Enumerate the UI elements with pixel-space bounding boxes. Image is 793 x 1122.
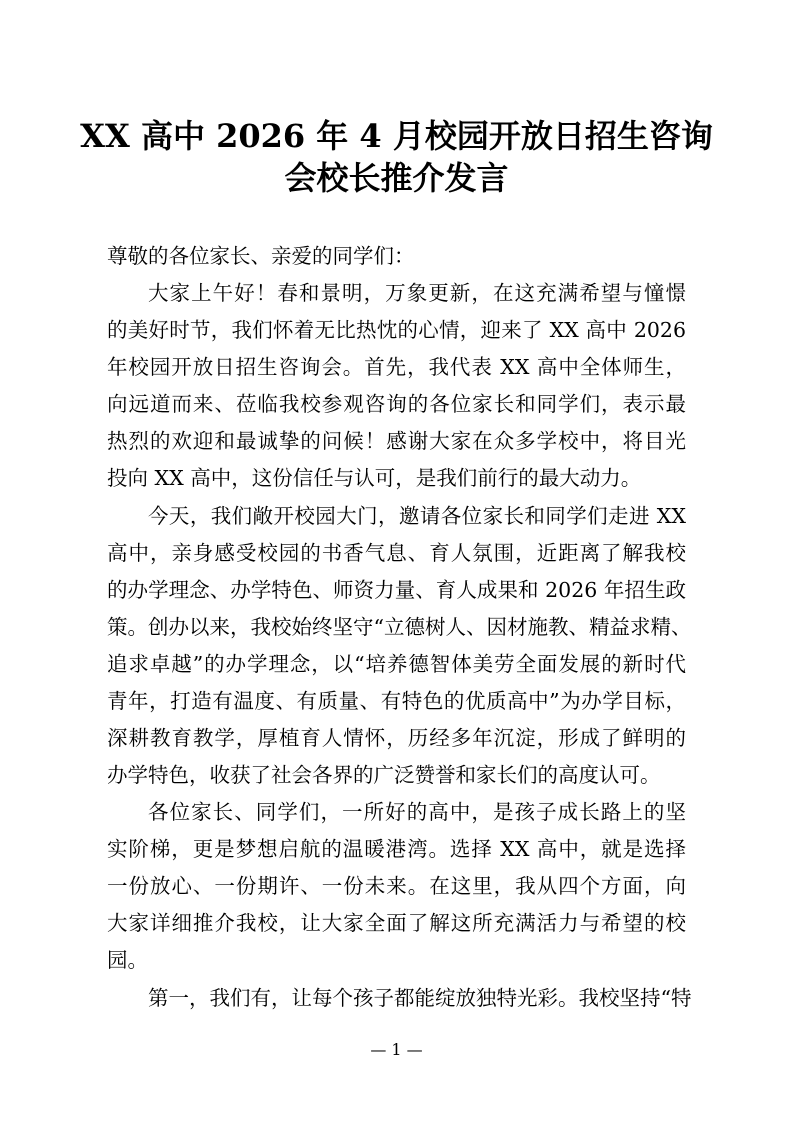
paragraph-line: 投向 XX 高中，这份信任与认可，是我们前行的最大动力。 [107, 466, 642, 490]
paragraph-line: 向远道而来、莅临我校参观咨询的各位家长和同学们，表示最 [107, 392, 686, 416]
paragraph-line: 第一，我们有，让每个孩子都能绽放独特光彩。我校坚持“特 [148, 986, 692, 1010]
paragraph-line: 年校园开放日招生咨询会。首先，我代表 XX 高中全体师生， [107, 355, 686, 379]
paragraph-line: 深耕教育教学，厚植育人情怀，历经多年沉淀，形成了鲜明的 [107, 726, 686, 750]
document-title-line-1: XX 高中 2026 年 4 月校园开放日招生咨询 [80, 117, 713, 155]
paragraph-line: 追求卓越”的办学理念，以“培养德智体美劳全面发展的新时代 [107, 652, 686, 676]
paragraph-line: 实阶梯，更是梦想启航的温暖港湾。选择 XX 高中，就是选择 [107, 837, 686, 861]
paragraph-line: 热烈的欢迎和最诚挚的问候！感谢大家在众多学校中，将目光 [107, 429, 686, 453]
paragraph-line: 策。创办以来，我校始终坚守“立德树人、因材施教、精益求精、 [107, 615, 692, 639]
page-number: — 1 — [370, 1040, 423, 1059]
document-title-line-2: 会校长推介发言 [284, 159, 509, 197]
paragraph-line: 一份放心、一份期许、一份未来。在这里，我从四个方面，向 [107, 874, 686, 898]
paragraph-line: 的办学理念、办学特色、师资力量、育人成果和 2026 年招生政 [107, 578, 686, 602]
paragraph-line: 今天，我们敞开校园大门，邀请各位家长和同学们走进 XX [148, 504, 686, 528]
paragraph-line: 大家详细推介我校，让大家全面了解这所充满活力与希望的校 [107, 911, 686, 935]
paragraph-line: 的美好时节，我们怀着无比热忱的心情，迎来了 XX 高中 2026 [107, 318, 686, 342]
paragraph-line: 大家上午好！春和景明，万象更新，在这充满希望与憧憬 [148, 281, 686, 305]
paragraph-line: 办学特色，收获了社会各界的广泛赞誉和家长们的高度认可。 [107, 763, 661, 787]
paragraph-line: 青年，打造有温度、有质量、有特色的优质高中”为办学目标， [107, 689, 686, 713]
paragraph-line: 高中，亲身感受校园的书香气息、育人氛围，近距离了解我校 [107, 541, 686, 565]
paragraph-line: 各位家长、同学们，一所好的高中，是孩子成长路上的坚 [148, 800, 686, 824]
paragraph-line: 园。 [107, 948, 148, 972]
salutation: 尊敬的各位家长、亲爱的同学们： [107, 244, 415, 268]
